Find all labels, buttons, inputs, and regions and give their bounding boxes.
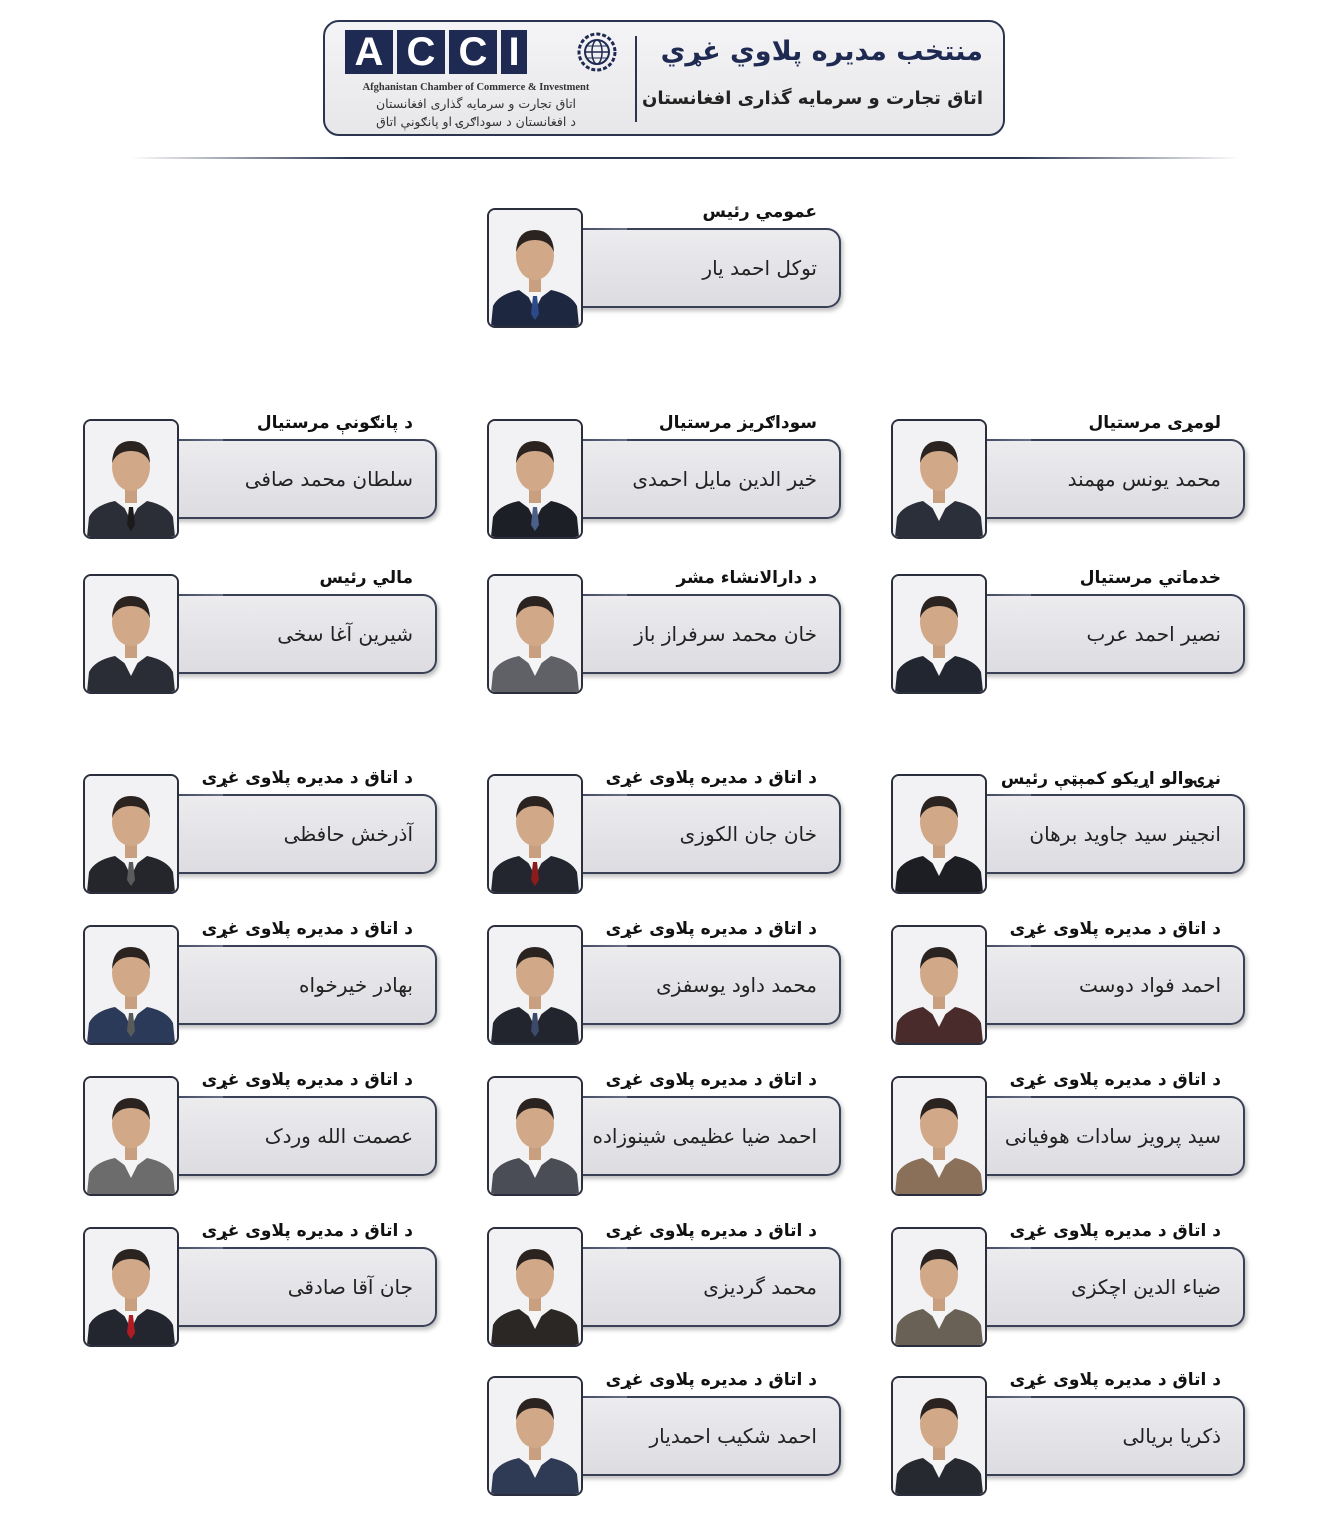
person-portrait-icon [85,1229,177,1345]
page-subtitle: اتاق تجارت و سرمایه گذاری افغانستان [641,88,983,109]
member-photo [487,208,583,328]
person-portrait-icon [893,421,985,537]
person-portrait-icon [85,421,177,537]
member-role: سوداګریز مرستیال [658,413,817,433]
member-photo [487,1376,583,1496]
logo-letter: C [449,30,497,74]
person-portrait-icon [489,1378,581,1494]
header-underline [130,157,1240,159]
member-card [891,919,1248,1047]
member-name: محمد یونس مهمند [1067,467,1221,491]
member-card [487,202,844,330]
member-photo [487,419,583,539]
member-card [83,568,440,696]
member-name: احمد شکیب احمدیار [649,1424,817,1448]
member-photo [891,925,987,1045]
name-box [971,945,1245,1025]
member-role: د اتاق د مدیره پلاوی غړی [605,1221,817,1241]
logo-letter: C [397,30,445,74]
name-box [163,794,437,874]
member-photo [83,574,179,694]
member-role: د اتاق د مدیره پلاوی غړی [605,1370,817,1390]
name-box [567,228,841,308]
member-role: د اتاق د مدیره پلاوی غړی [1009,1070,1221,1090]
name-box [971,1096,1245,1176]
name-box [971,439,1245,519]
logo-letter: I [501,30,527,74]
member-card [487,1221,844,1349]
member-role: د اتاق د مدیره پلاوی غړی [1009,919,1221,939]
logo-letter: A [345,30,393,74]
person-portrait-icon [85,1078,177,1194]
member-name: شیرین آغا سخی [277,622,413,646]
member-card [487,413,844,541]
member-role: د اتاق د مدیره پلاوی غړی [201,1070,413,1090]
header-divider [635,36,637,122]
name-box [163,439,437,519]
member-card [487,768,844,896]
person-portrait-icon [893,927,985,1043]
member-card [83,768,440,896]
person-portrait-icon [489,1078,581,1194]
logo-wordmark [345,30,527,76]
member-name: انجینر سید جاوید برهان [1029,822,1221,846]
person-portrait-icon [489,421,581,537]
logo-pashto-name: د افغانستان د سوداګرۍ او پانګونې اتاق [376,114,576,129]
name-box [567,794,841,874]
name-box [567,945,841,1025]
logo-english-name: Afghanistan Chamber of Commerce & Investment [362,82,590,93]
header-banner [323,20,1005,136]
member-role: مالي رئیس [319,568,413,588]
member-photo [83,1227,179,1347]
member-photo [487,774,583,894]
member-photo [487,1076,583,1196]
member-role: د اتاق د مدیره پلاوی غړی [1009,1370,1221,1390]
member-role: د اتاق د مدیره پلاوی غړی [605,1070,817,1090]
member-role: د اتاق د مدیره پلاوی غړی [201,919,413,939]
member-name: سید پرویز سادات هوفیانی [1004,1124,1221,1148]
member-card [487,919,844,1047]
member-role: نړۍوالو اړیکو کمېټې رئیس [1000,769,1221,789]
member-name: ضیاء الدین اچکزی [1071,1275,1221,1299]
name-box [163,1096,437,1176]
member-card [83,413,440,541]
acci-logo [345,30,605,130]
member-photo [487,1227,583,1347]
member-name: آذرخش حافظی [283,822,413,846]
name-box [567,594,841,674]
member-photo [891,419,987,539]
name-box [567,1247,841,1327]
member-role: خدماتي مرستیال [1079,568,1221,588]
member-photo [487,925,583,1045]
person-portrait-icon [893,776,985,892]
member-photo [487,574,583,694]
member-name: خان محمد سرفراز باز [634,622,817,646]
member-role: د اتاق د مدیره پلاوی غړی [201,1221,413,1241]
person-portrait-icon [489,776,581,892]
member-name: محمد گردیزی [703,1275,817,1299]
globe-gear-icon [577,32,617,72]
member-photo [83,1076,179,1196]
member-name: عصمت الله وردک [264,1124,413,1148]
member-photo [83,925,179,1045]
member-role: لومړی مرستیال [1088,413,1221,433]
person-portrait-icon [85,776,177,892]
page-title: منتخب مدیره پلاوي غړي [660,36,983,67]
name-box [971,794,1245,874]
member-name: احمد فواد دوست [1078,973,1221,997]
name-box [163,1247,437,1327]
person-portrait-icon [489,576,581,692]
member-photo [891,574,987,694]
person-portrait-icon [85,576,177,692]
name-box [971,1396,1245,1476]
member-name: بهادر خیرخواه [299,973,413,997]
member-card [487,1370,844,1498]
member-card [83,1221,440,1349]
member-name: سلطان محمد صافی [244,467,413,491]
member-name: ذکریا بریالی [1122,1424,1221,1448]
member-card [83,1070,440,1198]
member-name: خان جان الکوزی [679,822,817,846]
member-role: عمومي رئیس [702,202,817,222]
member-card [83,919,440,1047]
member-photo [83,774,179,894]
person-portrait-icon [489,927,581,1043]
name-box [971,594,1245,674]
member-card [891,1370,1248,1498]
person-portrait-icon [893,1229,985,1345]
name-box [567,1396,841,1476]
member-card [891,1070,1248,1198]
member-card [891,413,1248,541]
member-role: د اتاق د مدیره پلاوی غړی [201,768,413,788]
logo-dari-name: اتاق تجارت و سرمایه گذاری افغانستان [375,96,577,111]
member-name: احمد ضیا عظیمی شینوزاده [592,1124,817,1148]
person-portrait-icon [893,1378,985,1494]
member-role: د اتاق د مدیره پلاوی غړی [605,919,817,939]
person-portrait-icon [85,927,177,1043]
member-role: د پانګونې مرستیال [256,413,413,433]
name-box [163,945,437,1025]
member-photo [891,774,987,894]
member-card [891,568,1248,696]
name-box [567,439,841,519]
person-portrait-icon [893,1078,985,1194]
member-card [487,1070,844,1198]
name-box [567,1096,841,1176]
member-card [487,568,844,696]
member-name: توکل احمد یار [702,256,817,280]
name-box [163,594,437,674]
member-photo [891,1376,987,1496]
member-photo [83,419,179,539]
person-portrait-icon [893,576,985,692]
member-photo [891,1076,987,1196]
member-name: محمد داود یوسفزی [656,973,817,997]
member-name: خیر الدین مایل احمدی [632,467,817,491]
member-name: جان آقا صادقی [287,1275,413,1299]
person-portrait-icon [489,1229,581,1345]
member-name: نصیر احمد عرب [1086,622,1221,646]
member-photo [891,1227,987,1347]
member-card [891,1221,1248,1349]
member-role: د اتاق د مدیره پلاوی غړی [605,768,817,788]
member-role: د دارالانشاء مشر [676,568,817,588]
member-card [891,769,1248,896]
person-portrait-icon [489,210,581,326]
member-role: د اتاق د مدیره پلاوی غړی [1009,1221,1221,1241]
name-box [971,1247,1245,1327]
